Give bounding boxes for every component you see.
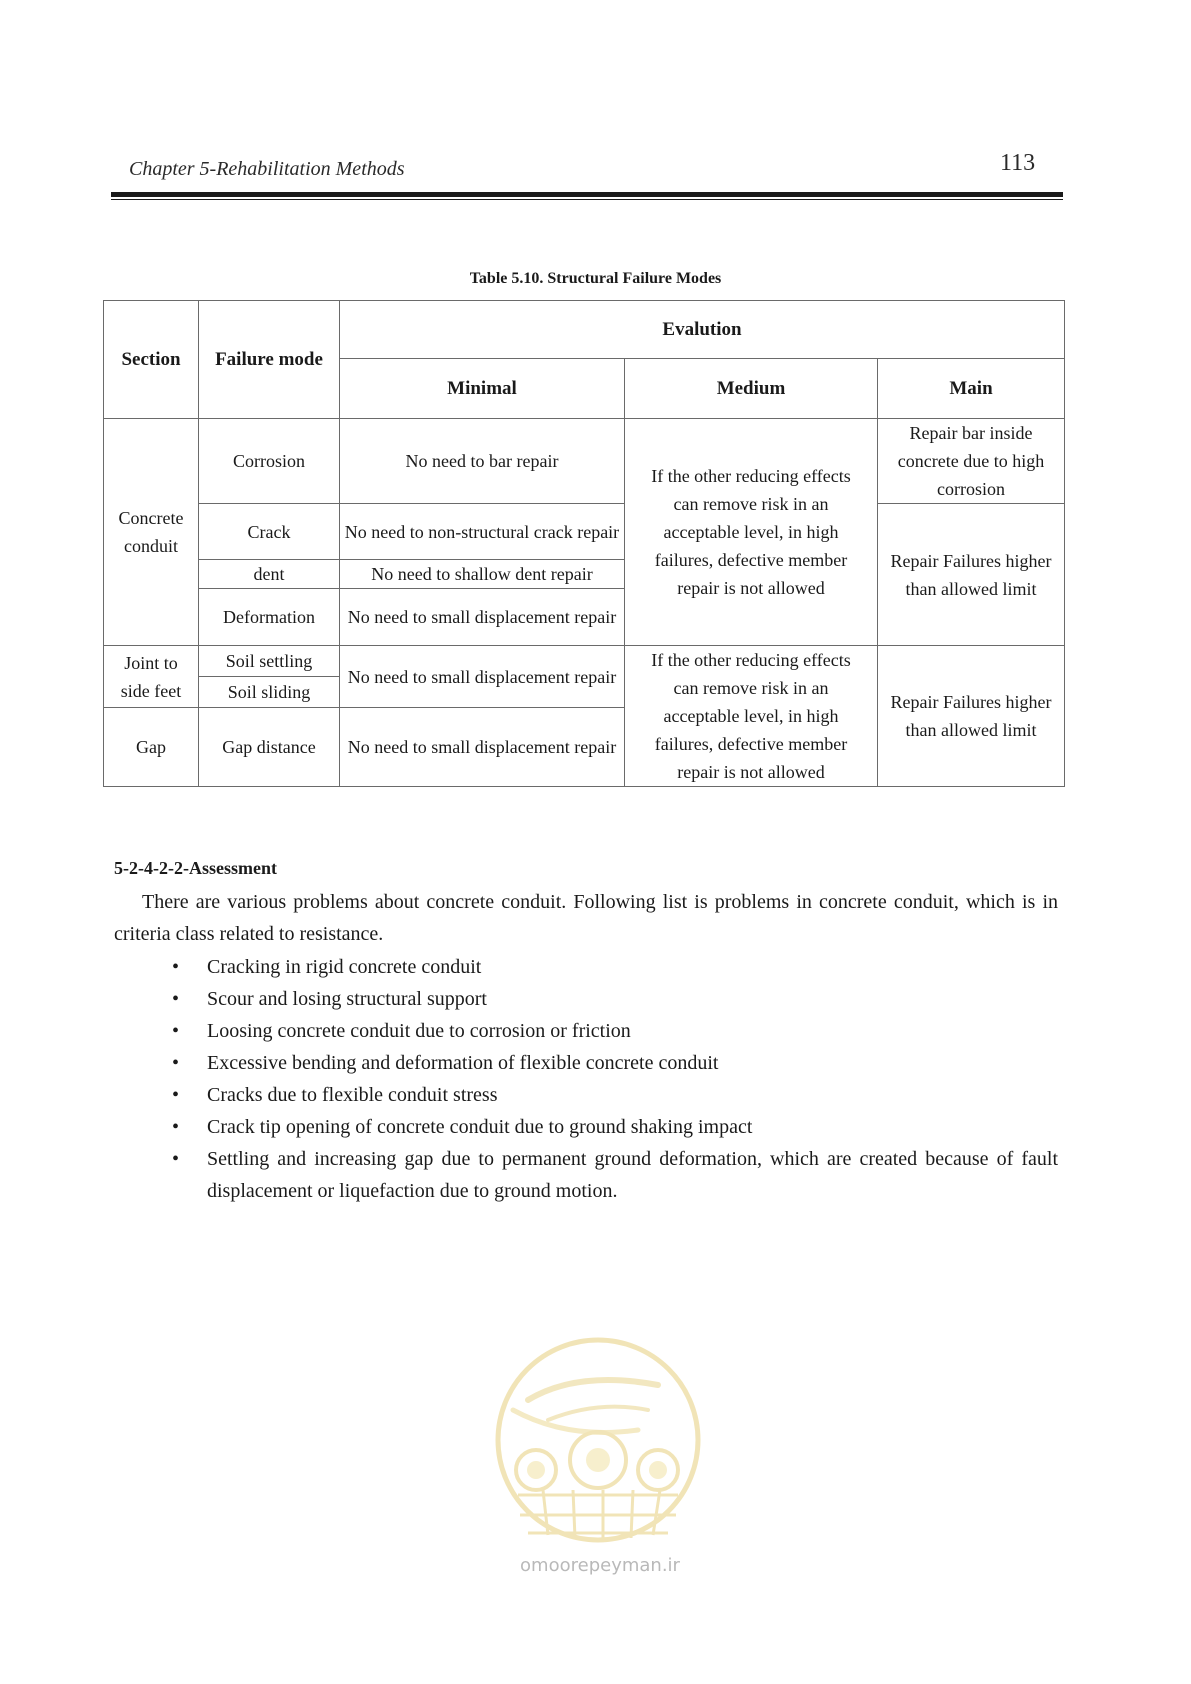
list-item-text: Crack tip opening of concrete conduit due to ground shaking impact: [207, 1116, 753, 1138]
page-number: 113: [1000, 150, 1036, 176]
list-item-text: Scour and losing structural support: [207, 988, 487, 1010]
table-header-row: [104, 301, 1065, 359]
header-section: Section: [104, 301, 199, 419]
list-item: [114, 1111, 1058, 1143]
cell-main-concrete: Repair Failures higher than allowed limit: [878, 504, 1065, 646]
cell-minimal-joint: No need to small displacement repair: [340, 646, 625, 708]
bullet-icon: •: [172, 1116, 180, 1138]
watermark-url: omoorepeyman.ir: [520, 1555, 680, 1576]
table-row: [104, 646, 1065, 677]
header-minimal: Minimal: [340, 359, 625, 419]
section-heading: 5-2-4-2-2-Assessment: [114, 858, 277, 878]
table-caption: Table 5.10. Structural Failure Modes: [469, 270, 722, 287]
cell-mode-soil-settling: Soil settling: [199, 646, 340, 677]
cell-minimal-gap: No need to small displacement repair: [340, 708, 625, 787]
list-item: [114, 1079, 1058, 1111]
header-rule-thick: [111, 192, 1063, 197]
header-evaluation: Evalution: [340, 301, 1065, 359]
header-main: Main: [878, 359, 1065, 419]
list-item-text: Cracks due to flexible conduit stress: [207, 1084, 498, 1106]
header-failure-mode: Failure mode: [199, 301, 340, 419]
header-rule-thin: [111, 199, 1063, 200]
cell-mode-corrosion: Corrosion: [199, 419, 340, 504]
cell-section-joint: Joint to side feet: [104, 646, 199, 708]
list-item: [114, 1047, 1058, 1079]
list-item: [114, 951, 1058, 983]
cell-main-lower: Repair Failures higher than allowed limit: [878, 646, 1065, 787]
cell-mode-soil-sliding: Soil sliding: [199, 677, 340, 708]
failure-modes-table: [103, 300, 1065, 787]
header-medium: Medium: [625, 359, 878, 419]
cell-mode-dent: dent: [199, 560, 340, 589]
cell-minimal-dent: No need to shallow dent repair: [340, 560, 625, 589]
cell-medium-concrete: If the other reducing effects can remove risk in an acceptable level, in high failures, defective member repair is not allowed: [625, 419, 878, 646]
bullet-icon: •: [172, 1084, 180, 1106]
cell-mode-crack: Crack: [199, 504, 340, 560]
problem-list: [114, 951, 1058, 1207]
cell-minimal-corrosion: No need to bar repair: [340, 419, 625, 504]
bullet-icon: •: [172, 1052, 180, 1074]
list-item-text: Settling and increasing gap due to permanent ground deformation, which are created because of fault displacement or liquefaction due to ground motion.: [207, 1148, 1058, 1202]
cell-minimal-deformation: No need to small displacement repair: [340, 589, 625, 646]
table-row: [104, 419, 1065, 504]
cell-mode-gap-distance: Gap distance: [199, 708, 340, 787]
list-item: [114, 1015, 1058, 1047]
list-item-text: Cracking in rigid concrete conduit: [207, 956, 482, 978]
cell-section-gap: Gap: [104, 708, 199, 787]
cell-minimal-crack: No need to non-structural crack repair: [340, 504, 625, 560]
intro-paragraph: There are various problems about concrete conduit. Following list is problems in concrete conduit, which is in criteria class related to resistance.: [114, 891, 1058, 945]
table-row: [104, 504, 1065, 560]
list-item: [114, 983, 1058, 1015]
cell-main-corrosion: Repair bar inside concrete due to high corrosion: [878, 419, 1065, 504]
bullet-icon: •: [172, 1020, 180, 1042]
bullet-icon: •: [172, 1148, 180, 1170]
cell-section-concrete: Concrete conduit: [104, 419, 199, 646]
list-item-text: Loosing concrete conduit due to corrosion or friction: [207, 1020, 631, 1042]
list-item-text: Excessive bending and deformation of flexible concrete conduit: [207, 1052, 719, 1074]
bullet-icon: •: [172, 988, 180, 1010]
cell-medium-lower: If the other reducing effects can remove risk in an acceptable level, in high failures, defective member repair is not allowed: [625, 646, 878, 787]
chapter-title: Chapter 5-Rehabilitation Methods: [129, 158, 405, 180]
cell-mode-deformation: Deformation: [199, 589, 340, 646]
list-item: [114, 1143, 1058, 1207]
bullet-icon: •: [172, 956, 180, 978]
